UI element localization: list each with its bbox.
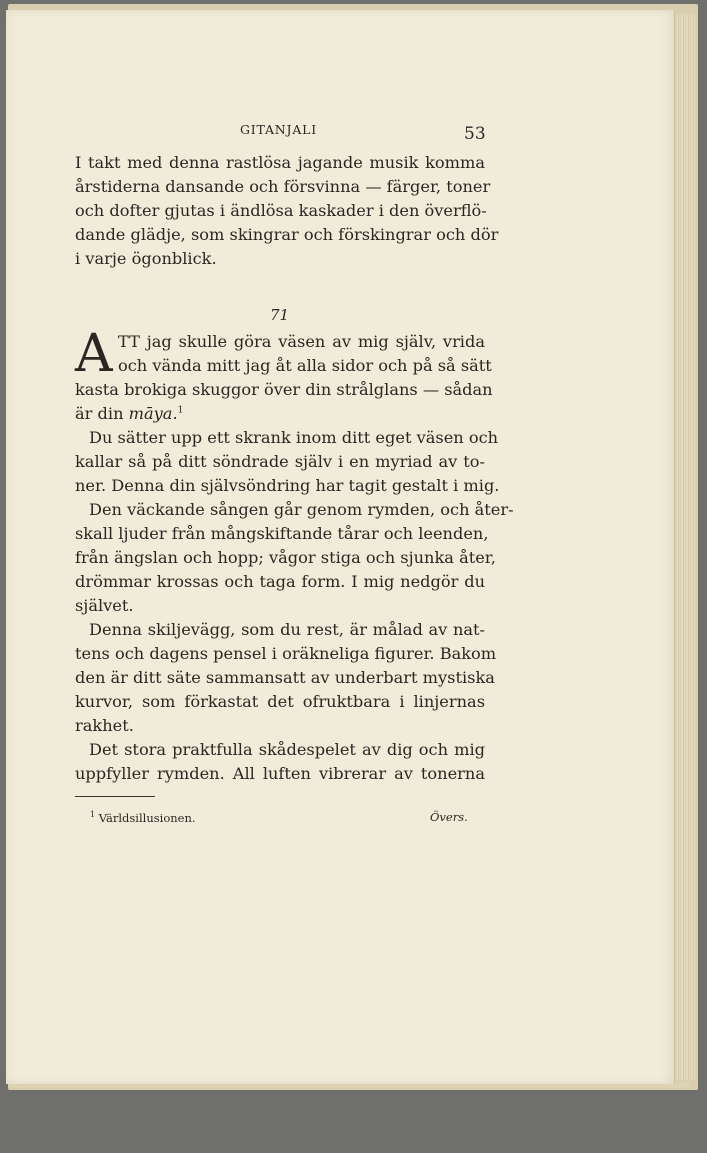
page-number: 53 — [464, 124, 486, 144]
footnote-rule — [75, 796, 155, 797]
text-line: Det stora praktfulla skådespelet av dig och mig — [89, 740, 485, 759]
text-line: TT jag skulle göra väsen av mig själv, vrida — [118, 332, 485, 351]
page-fore-edge — [674, 14, 696, 1080]
text-line: Denna skiljevägg, som du rest, är målad av nat- — [89, 620, 485, 639]
text-line: kurvor, som förkastat det ofruktbara i linjernas — [75, 692, 485, 711]
text-line: drömmar krossas och taga form. I mig nedgör du — [75, 572, 485, 591]
text-line: kasta brokiga skuggor över din strålglans — sådan — [75, 380, 493, 399]
footnote-reference: 1 — [177, 405, 184, 416]
text-line: uppfyller rymden. All luften vibrerar av tonerna — [75, 764, 485, 783]
text-line: från ängslan och hopp; vågor stiga och sjunka åter, — [75, 548, 496, 567]
text-line — [75, 402, 485, 426]
running-head: GITANJALI — [240, 122, 318, 137]
drop-cap: A — [75, 324, 113, 384]
text-fragment: är din — [75, 404, 129, 423]
text-line: självet. — [75, 596, 134, 615]
previous-poem-ending — [75, 151, 499, 271]
poem-paragraph-3 — [75, 498, 514, 618]
footnote-attribution: Övers. — [430, 810, 468, 824]
text-line: ner. Denna din självsöndring har tagit gestalt i mig. — [75, 476, 500, 495]
poem-number: 71 — [270, 306, 290, 324]
poem-paragraph-2 — [75, 426, 500, 498]
footnote-text: Världsillusionen. — [98, 810, 196, 825]
text-line: årstiderna dansande och försvinna — färger, toner — [75, 177, 491, 196]
poem-paragraph-4 — [75, 618, 497, 738]
text-line: kallar så på ditt söndrade själv i en myriad av to- — [75, 452, 485, 471]
text-line: och dofter gjutas i ändlösa kaskader i den överflö- — [75, 201, 487, 220]
text-line: I takt med denna rastlösa jagande musik komma — [75, 153, 485, 172]
footnote-mark: 1 — [90, 810, 96, 819]
footnote — [90, 810, 196, 825]
maya-word: māya. — [128, 404, 178, 423]
text-line: Den väckande sången går genom rymden, och åter- — [89, 500, 514, 519]
poem-paragraph-5 — [75, 738, 485, 786]
text-line: tens och dagens pensel i oräkneliga figurer. Bakom — [75, 644, 497, 663]
text-line: i varje ögonblick. — [75, 249, 217, 268]
text-line: rakhet. — [75, 716, 134, 735]
text-line: och vända mitt jag åt alla sidor och på så sätt — [118, 356, 492, 375]
text-line: skall ljuder från mångskiftande tårar och leenden, — [75, 524, 489, 543]
poem-paragraph-1 — [75, 378, 493, 426]
text-line: Du sätter upp ett skrank inom ditt eget väsen och — [89, 428, 499, 447]
text-line: dande glädje, som skingrar och förskingrar och dör — [75, 225, 499, 244]
text-line: den är ditt säte sammansatt av underbart mystiska — [75, 668, 495, 687]
